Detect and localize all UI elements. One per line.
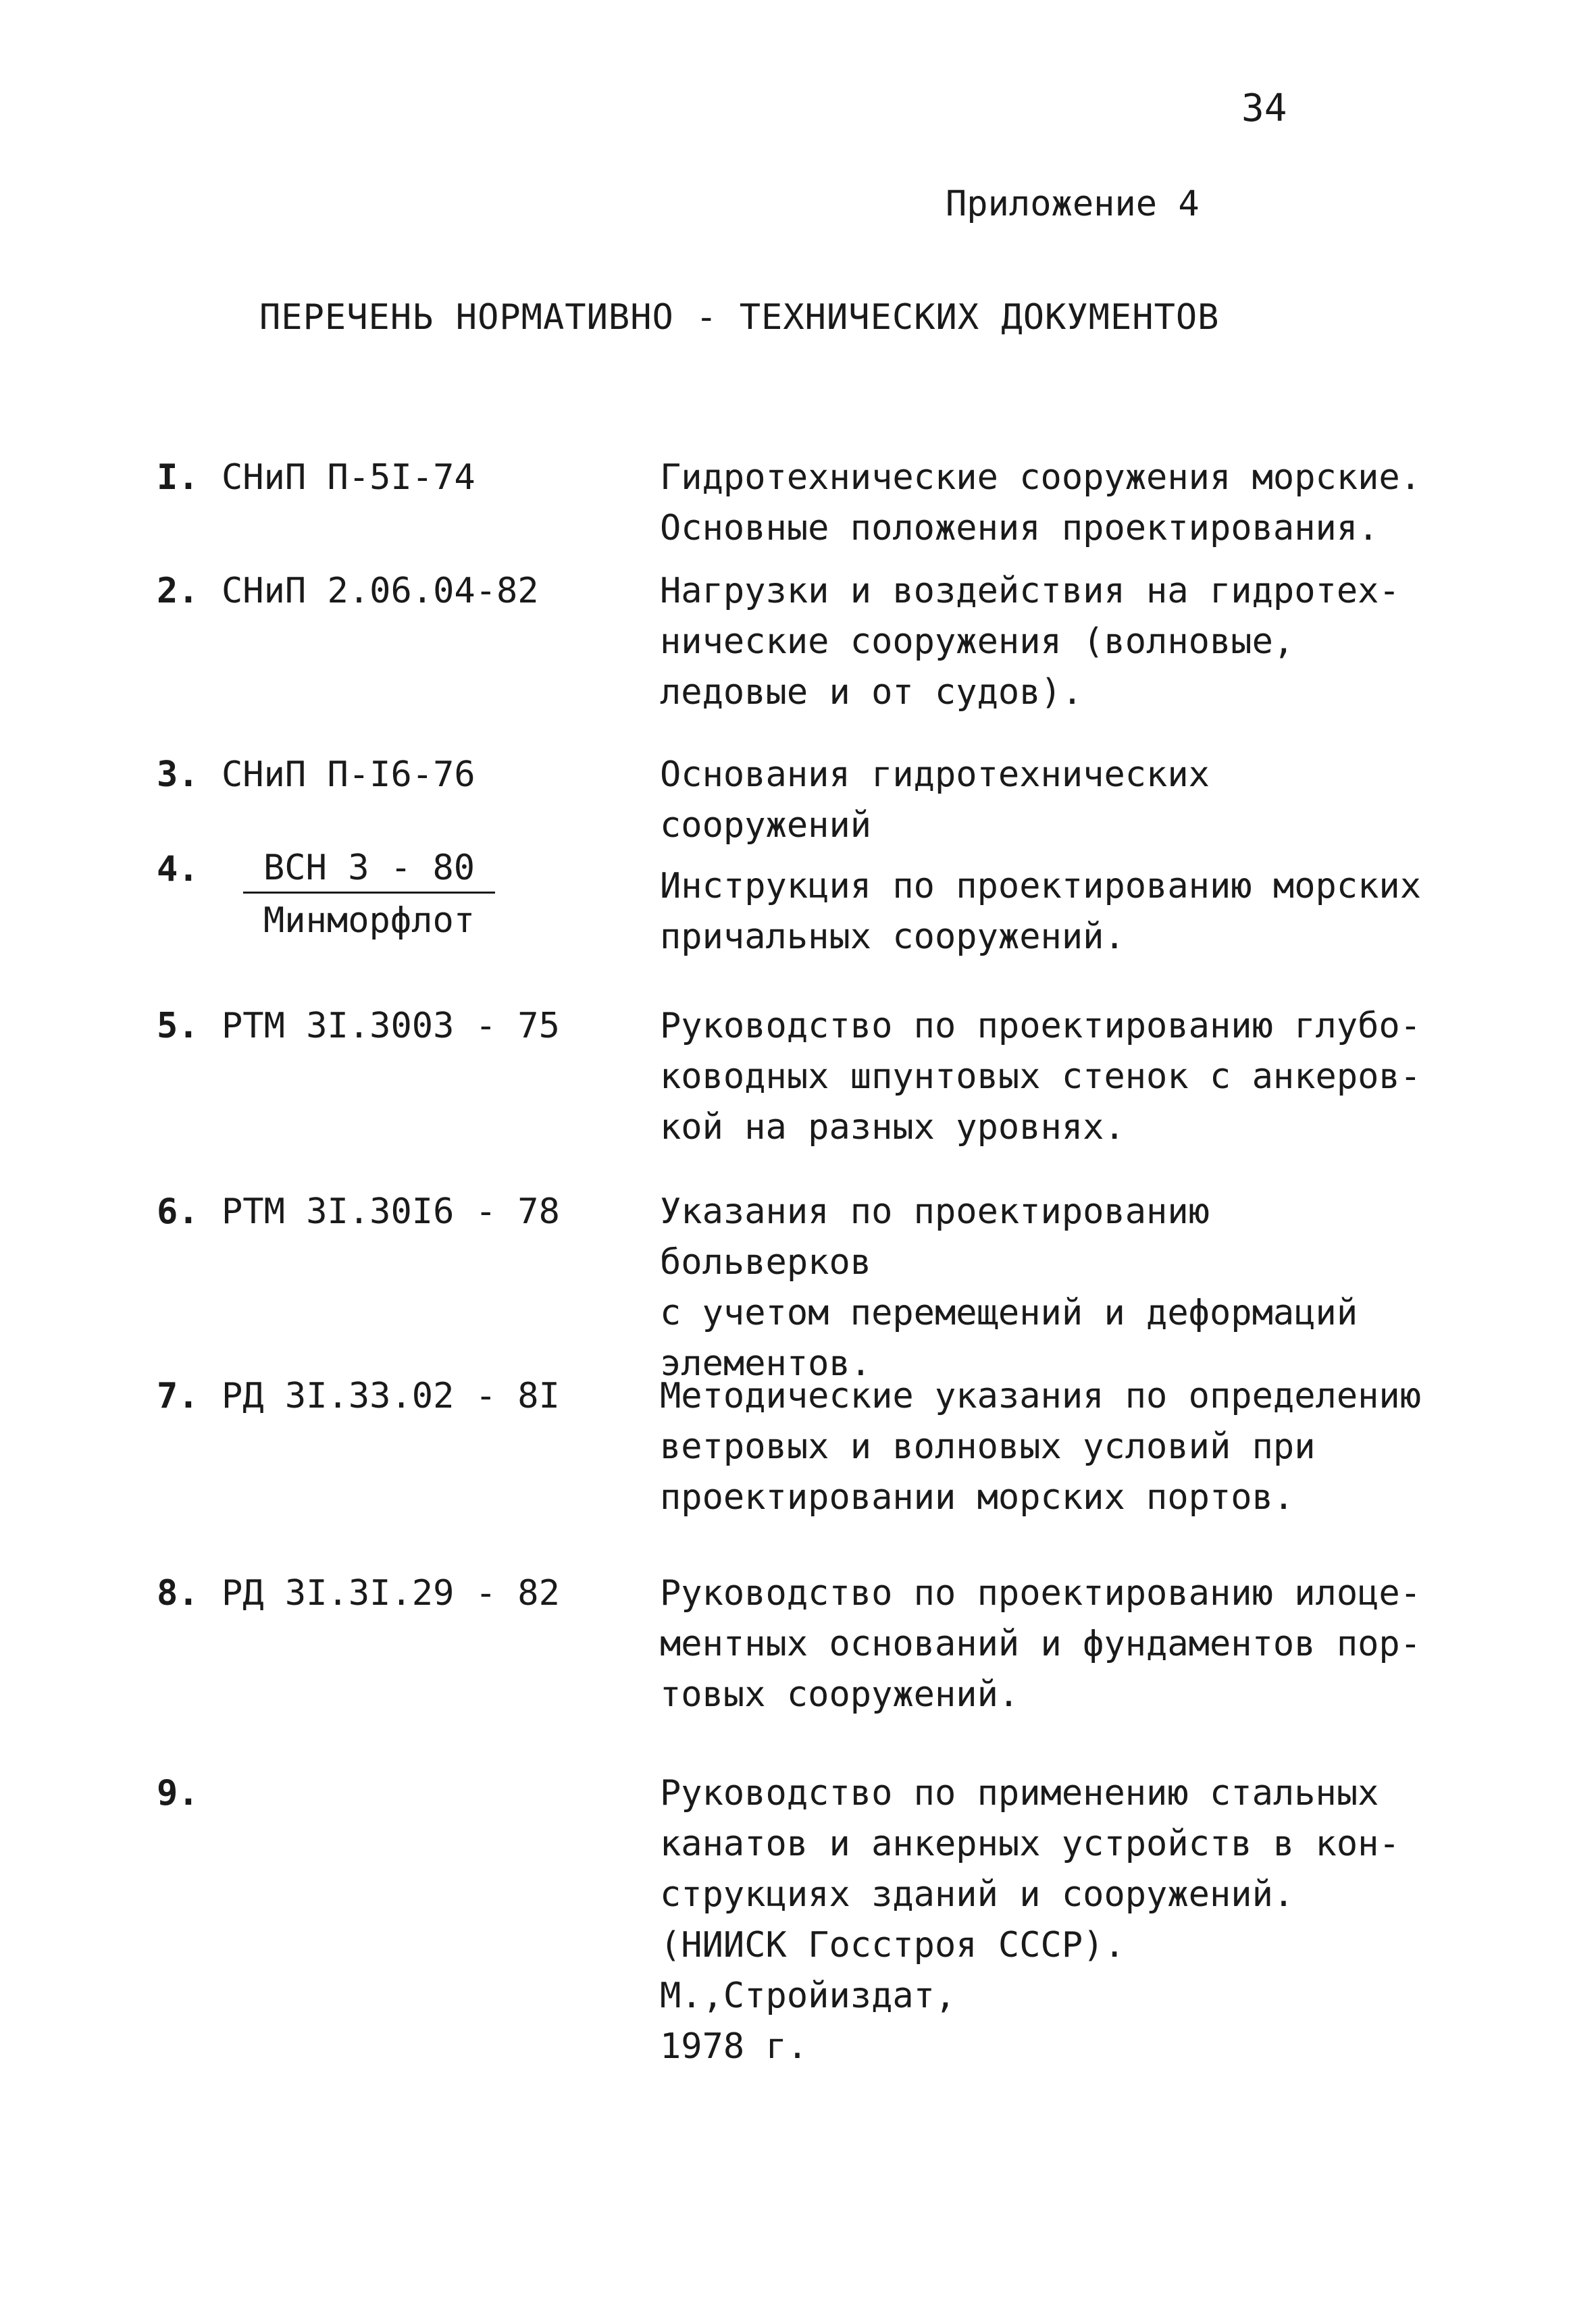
item-description: Руководство по проектированию илоце- ментных оснований и фундаментов пор- товых сооружений. xyxy=(660,1573,1422,1715)
item-description: Гидротехнические сооружения морские. Основные положения проектирования. xyxy=(660,457,1422,548)
item-code: СНиП 2.06.04-82 xyxy=(222,571,539,611)
item-description: Инструкция по проектированию морских причальных сооружений. xyxy=(660,866,1422,957)
item-number: 6. xyxy=(157,1191,199,1232)
item-number: 9. xyxy=(157,1773,199,1814)
item-code: РТМ 3I.3003 - 75 xyxy=(222,1006,560,1046)
item-number: 8. xyxy=(157,1573,199,1614)
item-code: РТМ 3I.30I6 - 78 xyxy=(222,1191,560,1232)
item-code: СНиП П-5I-74 xyxy=(222,457,475,498)
item-description: Методические указания по определению ветровых и волновых условий при проектировании морских портов. xyxy=(660,1376,1422,1518)
item-description: Указания по проектированию больверков с учетом перемещений и деформаций элементов. xyxy=(660,1191,1358,1384)
page-number: 34 xyxy=(1241,86,1287,130)
item-description: Нагрузки и воздействия на гидротех- нические сооружения (волновые, ледовые и от судов). xyxy=(660,571,1400,713)
item-code: РД 3I.33.02 - 8I xyxy=(222,1376,560,1416)
item-number: 5. xyxy=(157,1006,199,1046)
item-number: I. xyxy=(157,457,199,498)
item-code: РД 3I.3I.29 - 82 xyxy=(222,1573,560,1614)
item-description: Руководство по применению стальных канатов и анкерных устройств в кон- струкциях зданий и сооружений. (НИИСК Госстроя СССР). М.,Стройиздат, 1978 г. xyxy=(660,1773,1400,2067)
item-code: СНиП П-I6-76 xyxy=(222,754,475,795)
item-number: 2. xyxy=(157,571,199,611)
item-code-top: ВСН 3 - 80 xyxy=(243,844,495,894)
item-description: Основания гидротехнических сооружений xyxy=(660,754,1210,846)
page-title: ПЕРЕЧЕНЬ НОРМАТИВНО - ТЕХНИЧЕСКИХ ДОКУМЕНТОВ xyxy=(259,297,1220,338)
item-code-bottom: Минморфлот xyxy=(263,900,475,941)
item-code-fraction xyxy=(243,844,495,948)
item-description: Руководство по проектированию глубо- ководных шпунтовых стенок с анкеров- кой на разных уровнях. xyxy=(660,1006,1422,1148)
item-number: 3. xyxy=(157,754,199,795)
appendix-label: Приложение 4 xyxy=(946,184,1200,224)
item-number: 7. xyxy=(157,1376,199,1416)
item-number: 4. xyxy=(157,849,199,890)
